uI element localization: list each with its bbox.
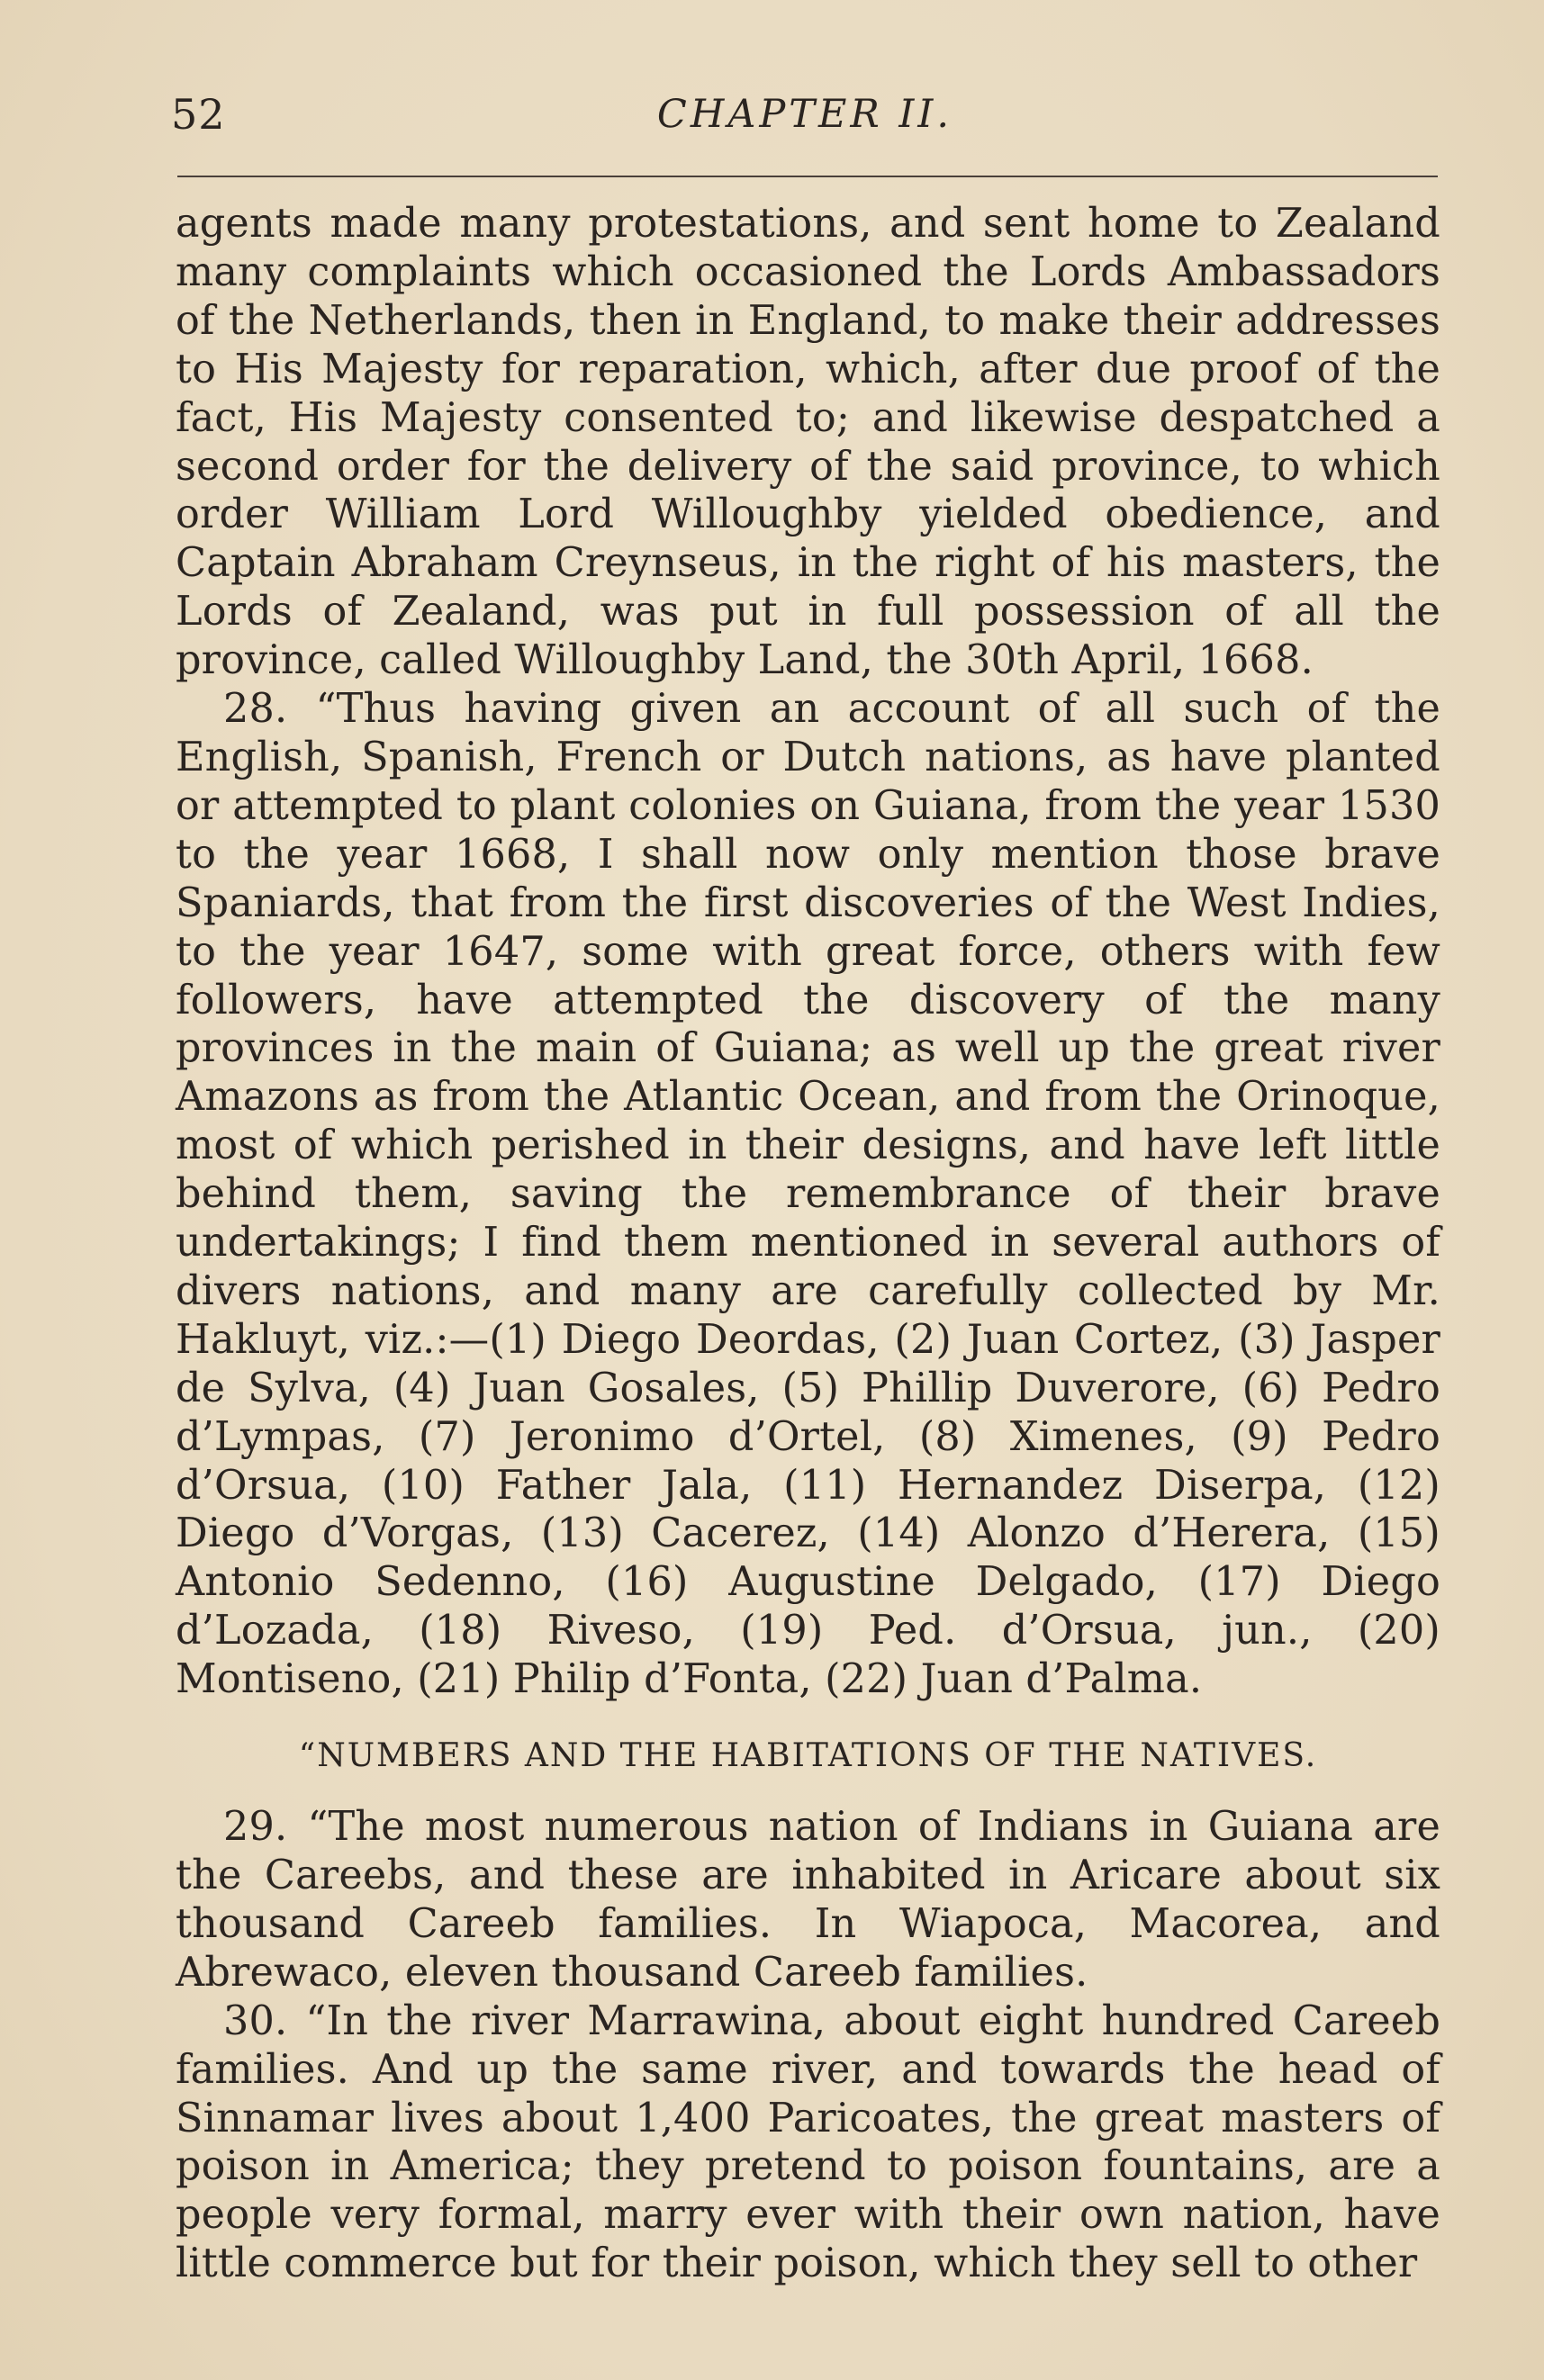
page-number: 52 [171, 90, 226, 139]
header-rule [177, 176, 1438, 177]
running-head: CHAPTER II. [656, 92, 953, 137]
paragraph-30: 30. “In the river Marrawina, about eight hundred Careeb families. And up the same river, and towards the head of Sinnamar lives about 1,400 Paricoates, the great masters of poison in America; they pretend to poison fountains, are a people very formal, marry ever with their own nation, have little commerce but for their poison, which they sell to other [176, 1997, 1440, 2287]
paragraph-continued: agents made many protestations, and sent home to Zealand many complaints which occasioned the Lords Ambassadors of the Netherlands, then in England, to make their addresses to His Majesty for reparation, which, after due proof of the fact, His Majesty consented to; and likewise despatched a second order for the delivery of the said province, to which order William Lord Willoughby yielded obedience, and Captain Abraham Creynseus, in the right of his masters, the Lords of Zealand, was put in full possession of all the province, called Willoughby Land, the 30th April, 1668. [176, 201, 1440, 684]
page-body [176, 200, 1440, 2288]
page-header [171, 90, 1439, 153]
paragraph-29: 29. “The most numerous nation of Indians in Guiana are the Careebs, and these are inhabited in Aricare about six thousand Careeb families. In Wiapoca, Macorea, and Abrewaco, eleven thousand Careeb families. [176, 1804, 1440, 1996]
paragraph-28: 28. “Thus having given an account of all such of the English, Spanish, French or Dutch nations, as have planted or attempted to plant colonies on Guiana, from the year 1530 to the year 1668, I shall now only mention those brave Spaniards, that from the first discoveries of the West Indies, to the year 1647, some with great force, others with few followers, have attempted the discovery of the many provinces in the main of Guiana; as well up the great river Amazons as from the Atlantic Ocean, and from the Orinoque, most of which perished in their designs, and have left little behind them, saving the remembrance of their brave undertakings; I find them mentioned in several authors of divers nations, and many are carefully collected by Mr. Hakluyt, viz.:—(1) Diego Deordas, (2) Juan Cortez, (3) Jasper de Sylva, (4) Juan Gosales, (5) Phillip Duverore, (6) Pedro d’Lympas, (7) Jeronimo d’Ortel, (8) Ximenes, (9) Pedro d’Orsua, (10) Father Jala, (11) Hernandez Diserpa, (12) Diego d’Vorgas, (13) Cacerez, (14) Alonzo d’Herera, (15) Antonio Sedenno, (16) Augustine Delgado, (17) Diego d’Lozada, (18) Riveso, (19) Ped. d’Orsua, jun., (20) Montiseno, (21) Philip d’Fonta, (22) Juan d’Palma. [176, 686, 1440, 1703]
section-heading: “NUMBERS AND THE HABITATIONS OF THE NATIVES. [298, 1737, 1318, 1775]
